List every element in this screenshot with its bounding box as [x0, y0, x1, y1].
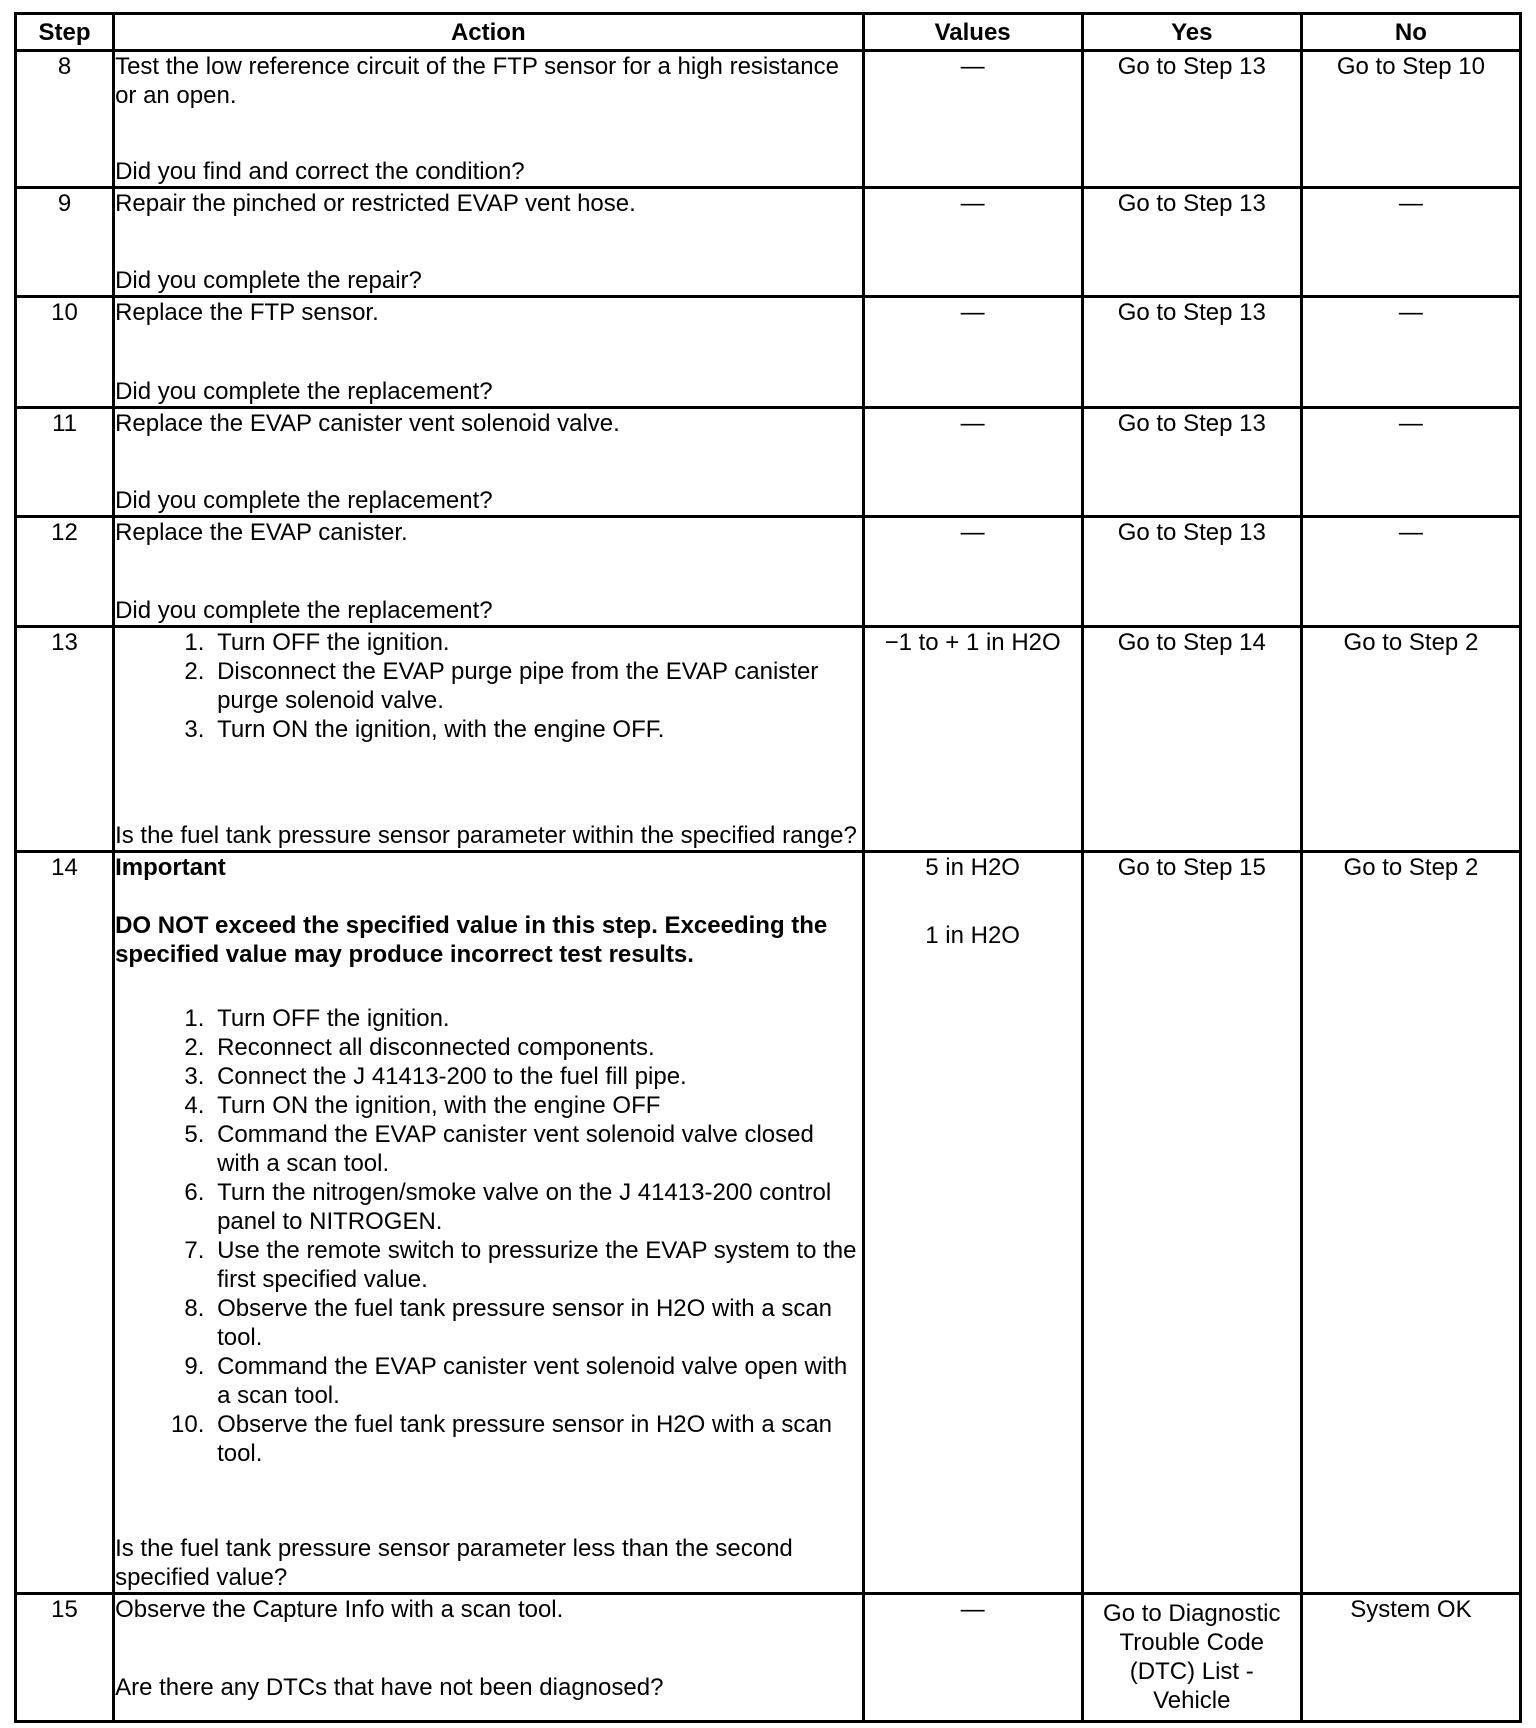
action-question: Did you complete the replacement? — [115, 377, 493, 405]
values-cell: — — [863, 407, 1082, 516]
no-cell: Go to Step 2 — [1301, 852, 1520, 1594]
values-cell: — — [863, 517, 1082, 627]
action-question: Did you complete the replacement? — [115, 597, 493, 625]
list-item: 6. Turn the nitrogen/smoke valve on the J 41413-200 control panel to NITROGEN. — [211, 1178, 861, 1236]
procedure-list — [115, 1004, 861, 1468]
header-step: Step — [16, 14, 114, 51]
action-cell — [114, 407, 863, 516]
step-number: 11 — [16, 407, 114, 516]
header-yes: Yes — [1082, 14, 1301, 51]
action-question: Are there any DTCs that have not been diagnosed? — [115, 1674, 664, 1701]
action-cell — [114, 1594, 863, 1722]
table-row — [16, 51, 1521, 188]
values-cell: — — [863, 51, 1082, 188]
yes-cell: Go to Step 14 — [1082, 627, 1301, 852]
action-question: Did you complete the replacement? — [115, 487, 493, 514]
no-cell: Go to Step 10 — [1301, 51, 1520, 188]
action-cell — [114, 297, 863, 407]
table-row — [16, 407, 1521, 516]
step-number: 13 — [16, 627, 114, 852]
yes-cell: Go to Step 15 — [1082, 852, 1301, 1594]
action-cell — [114, 187, 863, 296]
yes-cell: Go to Step 13 — [1082, 51, 1301, 188]
no-cell: — — [1301, 187, 1520, 296]
list-item: 10. Observe the fuel tank pressure sensor in H2O with a scan tool. — [211, 1410, 861, 1468]
step-number: 8 — [16, 51, 114, 188]
no-cell: — — [1301, 407, 1520, 516]
list-item: 3. Turn ON the ignition, with the engine OFF. — [211, 715, 861, 744]
values-cell: −1 to + 1 in H2O — [863, 627, 1082, 852]
table-row — [16, 297, 1521, 407]
action-question: Is the fuel tank pressure sensor parameter within the specified range? — [115, 822, 857, 850]
action-question: Did you complete the repair? — [115, 267, 422, 295]
procedure-list — [115, 628, 861, 744]
list-item: 4. Turn ON the ignition, with the engine OFF — [211, 1091, 861, 1120]
table-row — [16, 187, 1521, 296]
yes-cell: Go to Step 13 — [1082, 517, 1301, 627]
values-cell — [863, 852, 1082, 1594]
no-cell: — — [1301, 297, 1520, 407]
action-text: Replace the FTP sensor. — [115, 299, 379, 327]
list-item: 7. Use the remote switch to pressurize the EVAP system to the first specified value. — [211, 1236, 861, 1294]
value-first: 5 in H2O — [925, 854, 1020, 882]
list-item: 5. Command the EVAP canister vent solenoid valve closed with a scan tool. — [211, 1120, 861, 1178]
important-title: Important — [115, 854, 226, 882]
action-text: Replace the EVAP canister vent solenoid valve. — [115, 409, 620, 437]
value-second: 1 in H2O — [925, 922, 1020, 950]
table-row — [16, 852, 1521, 1594]
header-row — [16, 14, 1521, 51]
step-number: 12 — [16, 517, 114, 627]
header-values: Values — [863, 14, 1082, 51]
no-cell: Go to Step 2 — [1301, 627, 1520, 852]
list-item: 8. Observe the fuel tank pressure sensor in H2O with a scan tool. — [211, 1294, 861, 1352]
action-cell — [114, 627, 863, 852]
table-row — [16, 517, 1521, 627]
action-cell — [114, 517, 863, 627]
yes-cell: Go to Step 13 — [1082, 187, 1301, 296]
step-number: 10 — [16, 297, 114, 407]
action-text: Observe the Capture Info with a scan tool. — [115, 1596, 564, 1624]
dtc-list-link-text: Go to Diagnostic Trouble Code (DTC) List - Vehicle — [1103, 1600, 1281, 1715]
action-cell — [114, 852, 863, 1594]
table-row — [16, 627, 1521, 852]
action-question: Is the fuel tank pressure sensor parameter less than the second specified value? — [115, 1535, 793, 1592]
list-item: 2. Disconnect the EVAP purge pipe from the EVAP canister purge solenoid valve. — [211, 657, 861, 715]
list-item: 2. Reconnect all disconnected components. — [211, 1033, 861, 1062]
yes-cell — [1082, 1594, 1301, 1722]
action-text: Replace the EVAP canister. — [115, 519, 408, 546]
action-question: Did you find and correct the condition? — [115, 157, 525, 185]
table-row — [16, 1594, 1521, 1722]
no-cell: System OK — [1301, 1594, 1520, 1722]
important-text: DO NOT exceed the specified value in this step. Exceeding the specified value may produce incorrect test results. — [115, 912, 828, 969]
yes-cell: Go to Step 13 — [1082, 407, 1301, 516]
diagnostic-table — [14, 12, 1522, 1723]
action-text: Repair the pinched or restricted EVAP vent hose. — [115, 189, 636, 217]
header-action: Action — [114, 14, 863, 51]
values-cell: — — [863, 1594, 1082, 1722]
values-cell: — — [863, 297, 1082, 407]
no-cell: — — [1301, 517, 1520, 627]
yes-cell: Go to Step 13 — [1082, 297, 1301, 407]
action-text: Test the low reference circuit of the FTP sensor for a high resistance or an open. — [115, 53, 839, 110]
list-item: 1. Turn OFF the ignition. — [211, 628, 861, 657]
values-cell: — — [863, 187, 1082, 296]
list-item: 1. Turn OFF the ignition. — [211, 1004, 861, 1033]
step-number: 9 — [16, 187, 114, 296]
header-no: No — [1301, 14, 1520, 51]
list-item: 9. Command the EVAP canister vent solenoid valve open with a scan tool. — [211, 1352, 861, 1410]
step-number: 15 — [16, 1594, 114, 1722]
step-number: 14 — [16, 852, 114, 1594]
action-cell — [114, 51, 863, 188]
list-item: 3. Connect the J 41413-200 to the fuel fill pipe. — [211, 1062, 861, 1091]
